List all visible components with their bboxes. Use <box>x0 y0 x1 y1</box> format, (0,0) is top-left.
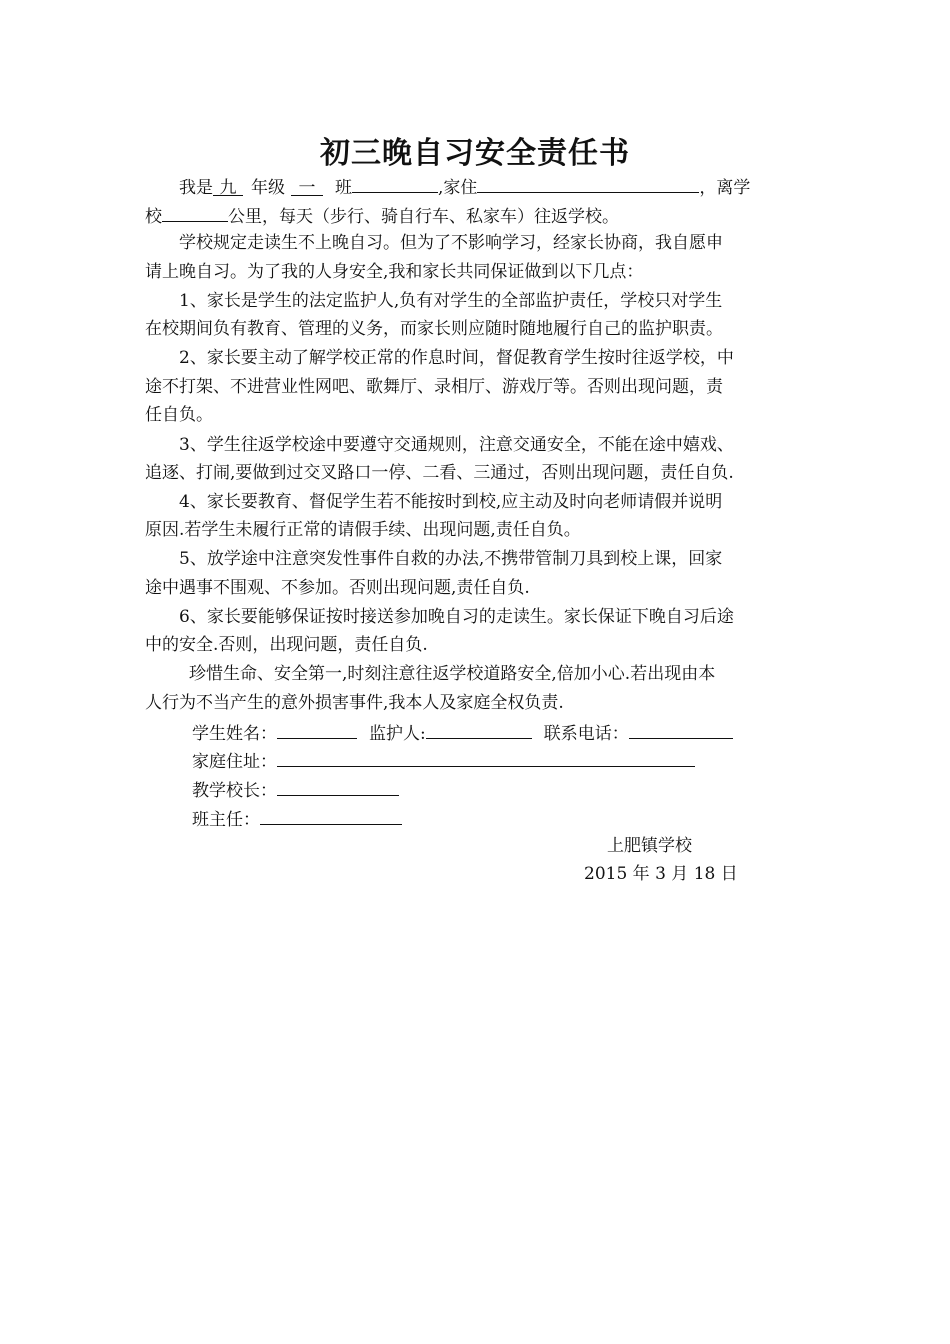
student-name-row <box>192 718 733 747</box>
body-line: 2、家长要主动了解学校正常的作息时间，督促教育学生按时往返学校，中 <box>179 348 734 368</box>
principal-row <box>192 775 399 804</box>
address-row <box>192 746 695 775</box>
guardian-field[interactable] <box>426 718 532 739</box>
body-line: 3、学生往返学校途中要遵守交通规则，注意交通安全，不能在途中嬉戏、 <box>179 435 734 455</box>
document-date: 2015 年 3 月 18 日 <box>584 864 738 884</box>
body-line: 请上晚自习。为了我的人身安全,我和家长共同保证做到以下几点： <box>145 262 644 282</box>
intro-text-7: 公里，每天（步行、骑自行车、私家车）往返学校。 <box>228 207 619 227</box>
intro-text-5: ，离学 <box>699 178 751 198</box>
student-name-label: 学生姓名： <box>192 724 277 744</box>
body-line: 5、放学途中注意突发性事件自救的办法,不携带管制刀具到校上课，回家 <box>179 549 723 569</box>
body-line: 中的安全.否则，出现问题，责任自负. <box>145 635 428 655</box>
address-label: 家庭住址： <box>192 752 277 772</box>
grade-field[interactable]: 九 <box>213 175 243 196</box>
head-teacher-field[interactable] <box>260 804 402 825</box>
intro-line-2 <box>145 201 810 230</box>
body-line: 人行为不当产生的意外损害事件,我本人及家庭全权负责. <box>145 693 564 713</box>
body-line: 1、家长是学生的法定监护人,负有对学生的全部监护责任，学校只对学生 <box>179 291 723 311</box>
body-line: 途不打架、不进营业性网吧、歌舞厅、录相厅、游戏厅等。否则出现问题，责 <box>145 377 723 397</box>
intro-text-6: 校 <box>145 207 162 227</box>
home-address-field[interactable] <box>477 172 699 193</box>
principal-field[interactable] <box>277 775 399 796</box>
school-name: 上肥镇学校 <box>607 836 692 856</box>
guardian-label: 监护人: <box>369 724 426 744</box>
distance-field[interactable] <box>162 201 228 222</box>
body-line: 原因.若学生未履行正常的请假手续、出现问题,责任自负。 <box>145 520 581 540</box>
body-line: 4、家长要教育、督促学生若不能按时到校,应主动及时向老师请假并说明 <box>179 492 723 512</box>
head-teacher-row <box>192 804 402 833</box>
principal-label: 教学校长： <box>192 781 277 801</box>
body-line: 学校规定走读生不上晚自习。但为了不影响学习，经家长协商，我自愿申 <box>179 233 723 253</box>
body-line: 任自负。 <box>145 405 213 425</box>
body-line: 在校期间负有教育、管理的义务，而家长则应随时随地履行自己的监护职责。 <box>145 319 723 339</box>
address-field[interactable] <box>277 746 695 767</box>
intro-line-1 <box>145 172 810 201</box>
body-line: 途中遇事不围观、不参加。否则出现问题,责任自负. <box>145 578 530 598</box>
phone-label: 联系电话： <box>543 724 629 744</box>
class-name-field[interactable] <box>352 172 438 193</box>
intro-text-2: 年级 <box>251 178 285 198</box>
student-name-field[interactable] <box>277 718 357 739</box>
phone-field[interactable] <box>629 718 733 739</box>
body-line: 珍惜生命、安全第一,时刻注意往返学校道路安全,倍加小心.若出现由本 <box>189 664 716 684</box>
body-line: 6、家长要能够保证按时接送参加晚自习的走读生。家长保证下晚自习后途 <box>179 607 734 627</box>
body-line: 追逐、打闹,要做到过交叉路口一停、二看、三通过，否则出现问题，责任自负. <box>145 463 734 483</box>
class-field[interactable]: 一 <box>291 175 323 196</box>
head-teacher-label: 班主任： <box>192 810 260 830</box>
intro-text-3: 班 <box>335 178 352 198</box>
intro-text-1: 我是 <box>179 178 213 198</box>
document-title: 初三晚自习安全责任书 <box>320 136 630 171</box>
intro-text-4: ,家住 <box>438 178 478 198</box>
